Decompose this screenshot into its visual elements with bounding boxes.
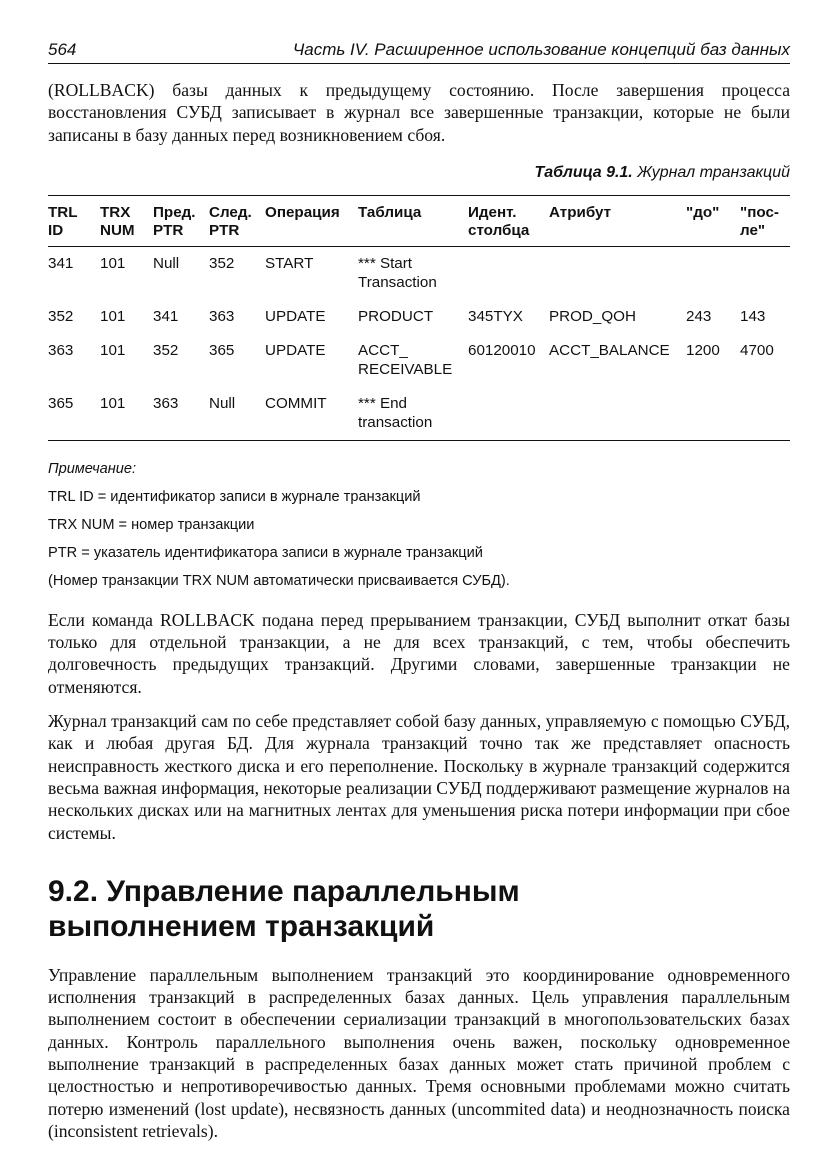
table-cell: UPDATE: [265, 307, 326, 325]
table-cell: 143: [740, 307, 766, 325]
table-cell: 352: [48, 307, 74, 325]
column-header: [96, 195, 149, 246]
table-cell: COMMIT: [261, 387, 354, 441]
table-cell: 101: [100, 341, 126, 359]
table-row: [48, 300, 790, 334]
column-header-line: ле": [740, 221, 766, 239]
table-cell: [736, 387, 790, 441]
note-line: TRL ID = идентификатор записи в журнале транзакций: [48, 488, 421, 505]
column-header: [736, 195, 790, 246]
table-cell: [545, 246, 682, 300]
table-cell: 4700: [740, 341, 774, 359]
table-cell: *** End transaction: [354, 387, 464, 441]
table-cell: 352: [209, 254, 235, 272]
table-row: [48, 334, 790, 387]
notes-title: Примечание:: [48, 460, 137, 477]
column-header-line: "до": [686, 203, 720, 221]
table-cell: [464, 246, 545, 300]
section-heading-line: выполнением транзакций: [48, 909, 435, 943]
table-cell: PRODUCT: [358, 307, 434, 325]
column-header-line: TRX: [100, 203, 131, 221]
column-header-line: След.: [209, 203, 252, 221]
table-row: [48, 387, 790, 441]
table-caption-title: Журнал транзакций: [637, 163, 790, 181]
running-title: Часть IV. Расширенное использование концепций баз данных: [292, 40, 790, 59]
body-paragraph: (ROLLBACK) базы данных к предыдущему состоянию. После завершения процесса восстановления СУБД записывает в журнал все завершенные транзакции, которые не были записаны в базу данных перед возникновением сбоя.: [48, 80, 790, 145]
column-header-line: ID: [48, 221, 64, 239]
table-cell: 363: [149, 387, 205, 441]
column-header-line: "пос-: [740, 203, 779, 221]
table-cell: START: [265, 254, 314, 272]
table-cell: 352: [153, 341, 179, 359]
column-header-line: Операция: [265, 203, 340, 221]
table-cell: PROD_QOH: [549, 307, 636, 325]
column-header: [464, 195, 545, 246]
column-header-line: Идент.: [468, 203, 517, 221]
column-header-line: PTR: [153, 221, 184, 239]
table-cell: [736, 246, 790, 300]
table-cell: 60120010: [468, 341, 536, 359]
note-line: (Номер транзакции TRX NUM автоматически присваивается СУБД).: [48, 572, 510, 589]
table-cell: UPDATE: [265, 341, 326, 359]
table-notes: [48, 461, 790, 589]
table-row: [48, 246, 790, 300]
table-header-row: [48, 195, 790, 246]
body-paragraph: Управление параллельным выполнением транзакций это координирование одновременного исполнения транзакций в распределенных базах данных. Цель управления параллельным выполнением состоит в обеспечении сериализации транзакций в многопользовательских базах данных. Контроль параллельного выполнения очень важен, поскольку одновременное выполнение транзакций в распределенных базах данных может стать причиной проблем с целостностью и непротиворечивостью данных. Тремя основными проблемами можно считать потерю изменений (lost update), несвязность данных (uncommited data) и неоднозначность поиска (inconsistent retrievals).: [48, 964, 790, 1141]
table-cell: 363: [209, 307, 235, 325]
table-cell: ACCT_BALANCE: [549, 341, 670, 359]
body-paragraph: Журнал транзакций сам по себе представляет собой базу данных, управляемую с помощью СУБД, как и любая другая БД. Для журнала транзакций точно так же представляет опасность неисправность жесткого диска и его переполнение. Поскольку в журнале транзакций содержится весьма важная информация, некоторые реализации СУБД поддерживают размещение журналов на нескольких дисках или на магнитных лентах для уменьшения риска потери информации при сбое системы.: [48, 711, 791, 843]
book-page: [48, 34, 790, 1142]
body-paragraph: Если команда ROLLBACK подана перед прерыванием транзакции, СУБД выполнит откат базы только для отдельной транзакции, а не для всех транзакций, с тем, чтобы обеспечить долговечность предыдущих транзакций. Другими словами, завершенные транзакции не отменяются.: [48, 609, 790, 697]
column-header-line: Таблица: [358, 203, 422, 221]
section-heading-line: 9.2. Управление параллельным: [48, 874, 520, 908]
table-cell: 345TYX: [468, 307, 523, 325]
column-header: [48, 195, 96, 246]
column-header: [205, 195, 261, 246]
table-cell: 341: [48, 254, 74, 272]
note-line: PTR = указатель идентификатора записи в журнале транзакций: [48, 544, 483, 561]
table-cell: [682, 387, 736, 441]
column-header-line: NUM: [100, 221, 135, 239]
table-cell: 243: [686, 307, 712, 325]
column-header-line: Атрибут: [549, 203, 612, 221]
table-cell: [464, 387, 545, 441]
table-cell: 365: [209, 341, 235, 359]
table-cell: 1200: [686, 341, 720, 359]
column-header: [354, 195, 464, 246]
column-header: [149, 195, 205, 246]
table-cell: 101: [96, 387, 149, 441]
table-cell: *** Start Transaction: [358, 254, 437, 291]
table-cell: 363: [48, 341, 74, 359]
column-header: [261, 195, 354, 246]
note-line: TRX NUM = номер транзакции: [48, 516, 255, 533]
column-header: [545, 195, 682, 246]
column-header-line: столбца: [468, 221, 530, 239]
section-heading: [48, 874, 790, 944]
table-caption: [48, 164, 790, 182]
column-header-line: Пред.: [153, 203, 196, 221]
table-cell: Null: [153, 254, 180, 272]
running-header: [48, 34, 790, 64]
table-cell: 341: [153, 307, 179, 325]
table-cell: 101: [100, 254, 126, 272]
table-cell: [682, 246, 736, 300]
table-cell: [545, 387, 682, 441]
table-cell: Null: [205, 387, 261, 441]
table-cell: 101: [100, 307, 126, 325]
table-cell: ACCT_ RECEIVABLE: [358, 341, 453, 378]
column-header: [682, 195, 736, 246]
transaction-log-table: [48, 195, 790, 441]
column-header-line: TRL: [48, 203, 78, 221]
page-number: 564: [48, 40, 77, 59]
table-caption-label: Таблица 9.1.: [534, 163, 633, 181]
column-header-line: PTR: [209, 221, 240, 239]
table-cell: 365: [48, 387, 96, 441]
